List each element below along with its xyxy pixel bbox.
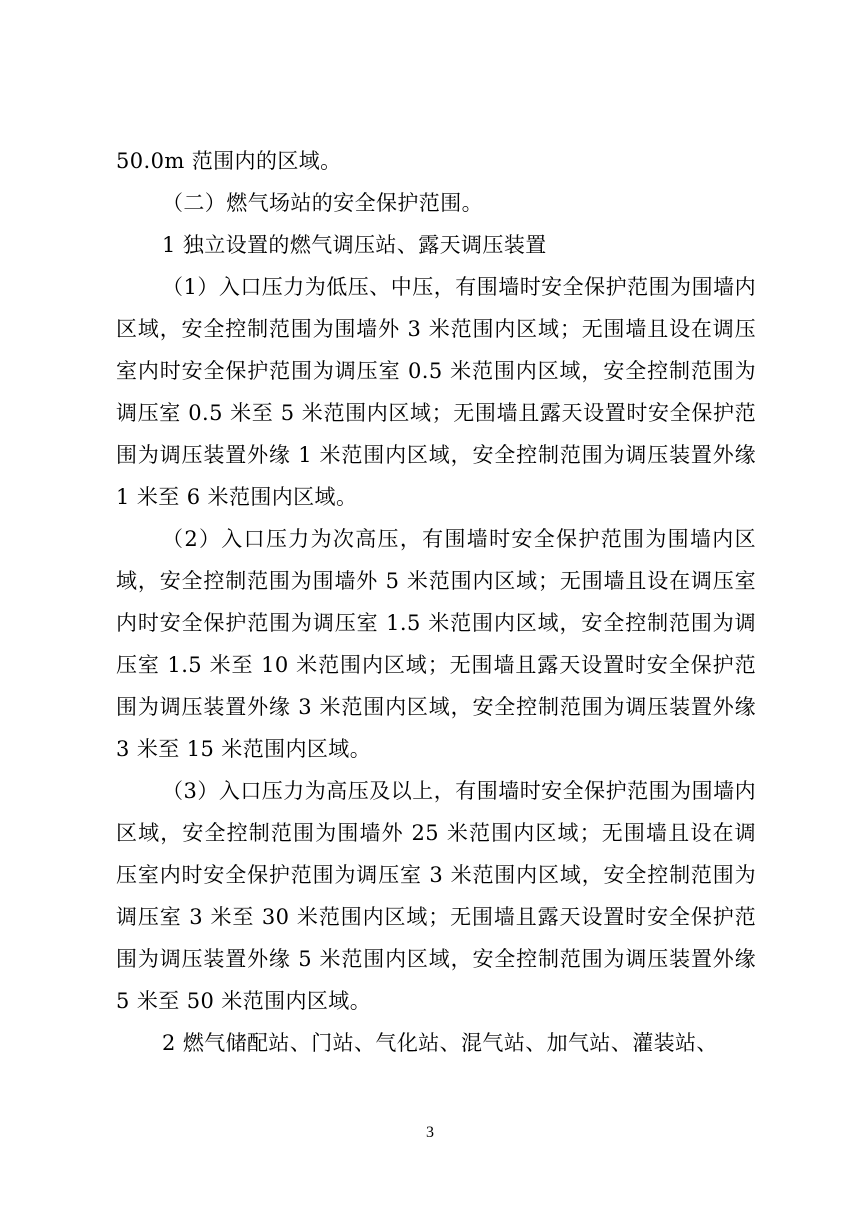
paragraph-high-pressure: （3）入口压力为高压及以上，有围墙时安全保护范围为围墙内区域，安全控制范围为围墙外 25 米范围内区域；无围墙且设在调压室内时安全保护范围为调压室 3 米范围内区域，安全控制范围为调压室 3 米至 30 米范围内区域；无围墙且露天设置时安全保护范围为调压装置外缘 5 米范围内区域，安全控制范围为调压装置外缘 5 米至 50 米范围内区域。: [116, 779, 756, 1013]
paragraph-continuation: 50.0m 范围内的区域。: [116, 149, 342, 173]
page-number: 3: [426, 1124, 434, 1141]
section-heading-gas-station-protection: （二）燃气场站的安全保护范围。: [162, 191, 483, 215]
body-text: [116, 140, 756, 1064]
paragraph-sub-high-pressure: （2）入口压力为次高压，有围墙时安全保护范围为围墙内区域，安全控制范围为围墙外 5 米范围内区域；无围墙且设在调压室内时安全保护范围为调压室 1.5 米范围内区域，安全控制范围为调压室 1.5 米至 10 米范围内区域；无围墙且露天设置时安全保护范围为调压装置外缘 3 米范围内区域，安全控制范围为调压装置外缘 3 米至 15 米范围内区域。: [116, 527, 756, 761]
paragraph-low-medium-pressure: （1）入口压力为低压、中压，有围墙时安全保护范围为围墙内区域，安全控制范围为围墙外 3 米范围内区域；无围墙且设在调压室内时安全保护范围为调压室 0.5 米范围内区域，安全控制范围为调压室 0.5 米至 5 米范围内区域；无围墙且露天设置时安全保护范围为调压装置外缘 1 米范围内区域，安全控制范围为调压装置外缘 1 米至 6 米范围内区域。: [116, 275, 756, 509]
subsection-heading-pressure-regulating: 1 独立设置的燃气调压站、露天调压装置: [162, 233, 547, 257]
subsection-heading-storage-stations: 2 燃气储配站、门站、气化站、混气站、加气站、灌装站、: [162, 1031, 718, 1055]
